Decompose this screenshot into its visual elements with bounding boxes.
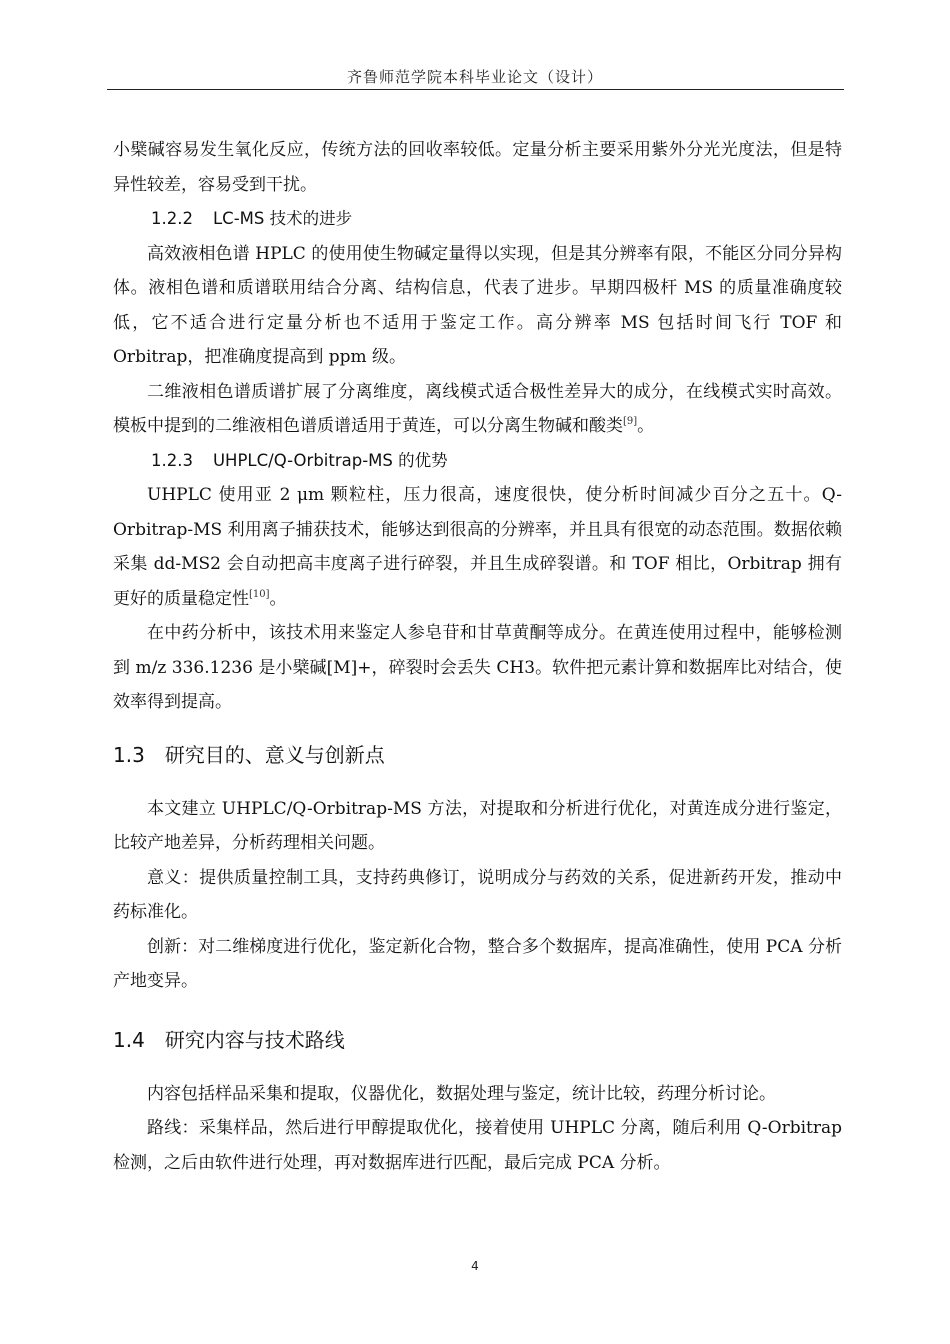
- subheading-1-2-3: [113, 444, 842, 479]
- page-number: 4: [471, 1259, 479, 1273]
- citation-ref: [9]: [623, 416, 638, 427]
- section-number: 1.3: [113, 742, 145, 767]
- citation-ref: [10]: [249, 588, 270, 600]
- subheading-title: UHPLC/Q-Orbitrap-MS 的优势: [212, 450, 448, 470]
- section-number: 1.4: [113, 1027, 145, 1052]
- page-body: [113, 133, 842, 1180]
- paragraph-text: 二维液相色谱质谱扩展了分离维度，离线模式适合极性差异大的成分，在线模式实时高效。模板中提到的二维液相色谱质谱适用于黄连，可以分离生物碱和酸类: [113, 381, 842, 436]
- section-heading-1-4: [113, 1023, 842, 1057]
- paragraph-hplc: 高效液相色谱 HPLC 的使用使生物碱定量得以实现，但是其分辨率有限，不能区分同分异构体。液相色谱和质谱联用结合分离、结构信息，代表了进步。早期四极杆 MS 的质量准确度较低，它不适合进行定量分析也不适用于鉴定工作。高分辨率 MS 包括时间飞行 TOF 和 Orbitrap，把准确度提高到 ppm 级。: [113, 243, 842, 367]
- paragraph-text: UHPLC 使用亚 2 μm 颗粒柱，压力很高，速度很快，使分析时间减少百分之五十。Q-Orbitrap-MS 利用离子捕获技术，能够达到很高的分辨率，并且具有很宽的动态范围。数据依赖采集 dd-MS2 会自动把高丰度离子进行碎裂，并且生成碎裂谱。和 TOF 相比，Orbitrap 拥有更好的质量稳定性: [113, 485, 842, 609]
- running-header: 齐鲁师范学院本科毕业论文（设计）: [346, 68, 603, 86]
- section-title: 研究目的、意义与创新点: [164, 742, 385, 767]
- paragraph-uhplc: [113, 478, 842, 616]
- subheading-1-2-2: [113, 202, 842, 237]
- paragraph-significance: 意义：提供质量控制工具，支持药典修订，说明成分与药效的关系，促进新药开发，推动中药标准化。: [113, 867, 842, 922]
- section-title: 研究内容与技术路线: [164, 1027, 345, 1052]
- paragraph-tcm-analysis: 在中药分析中，该技术用来鉴定人参皂苷和甘草黄酮等成分。在黄连使用过程中，能够检测到 m/z 336.1236 是小檗碱[M]+，碎裂时会丢失 CH3。软件把元素计算和数据库比对结合，使效率得到提高。: [113, 623, 842, 712]
- paragraph-content: 内容包括样品采集和提取，仪器优化，数据处理与鉴定，统计比较，药理分析讨论。: [147, 1083, 776, 1104]
- subheading-title: LC-MS 技术的进步: [212, 209, 353, 228]
- paragraph-innovation: 创新：对二维梯度进行优化，鉴定新化合物，整合多个数据库，提高准确性，使用 PCA 分析产地变异。: [113, 936, 842, 991]
- paragraph-tail: 。: [269, 588, 287, 609]
- subheading-number: 1.2.3: [151, 450, 193, 470]
- paragraph-method: 本文建立 UHPLC/Q-Orbitrap-MS 方法，对提取和分析进行优化，对黄连成分进行鉴定，比较产地差异，分析药理相关问题。: [113, 798, 842, 853]
- paragraph-oxidation: 小檗碱容易发生氧化反应，传统方法的回收率较低。定量分析主要采用紫外分光光度法，但是特异性较差，容易受到干扰。: [113, 140, 842, 195]
- header-divider: [107, 89, 844, 90]
- subheading-number: 1.2.2: [151, 209, 193, 228]
- paragraph-tail: 。: [637, 416, 655, 436]
- paragraph-2d-lc-ms: [113, 375, 842, 444]
- section-heading-1-3: [113, 738, 842, 772]
- paragraph-route: 路线：采集样品，然后进行甲醇提取优化，接着使用 UHPLC 分离，随后利用 Q-Orbitrap 检测，之后由软件进行处理，再对数据库进行匹配，最后完成 PCA 分析。: [113, 1118, 842, 1173]
